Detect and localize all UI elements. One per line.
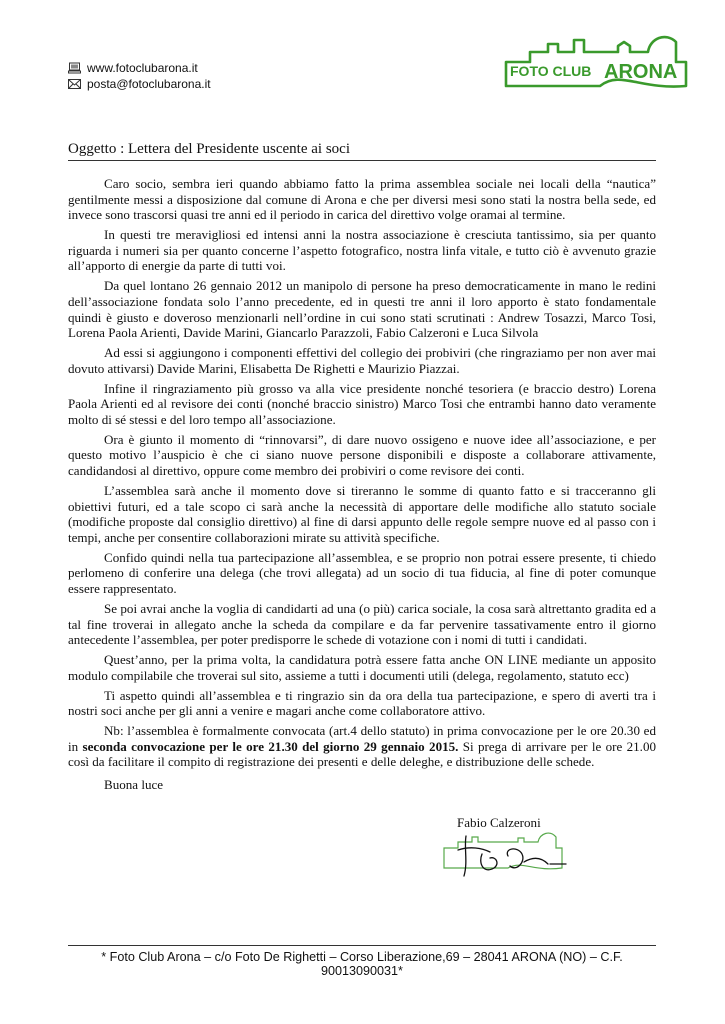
paragraph: Caro socio, sembra ieri quando abbiamo fatto la prima assemblea sociale nei locali della “nautica” gentilmente messi a disposizione dal comune di Arona e che per diversi mesi sono stati la nostra bella sede, ed invece sono trascorsi quasi tre anni ed il periodo in carica del direttivo volge oramai al termine. [68, 176, 656, 223]
email-link[interactable]: posta@fotoclubarona.it [87, 77, 211, 91]
paragraph: Se poi avrai anche la voglia di candidarti ad una (o più) carica sociale, la cosa sarà altrettanto gradita ed a tal fine troverai in allegato anche la scheda da compilare e da far pervenire tassativamente entro il giorno antecedente l’assemblea, per poter predisporre le schede di votazione con i nomi di tutti i candidati. [68, 600, 656, 648]
footer-divider [68, 945, 656, 946]
convocation-date-bold: seconda convocazione per le ore 21.30 del giorno 29 gennaio 2015. [82, 738, 459, 754]
paragraph: Ti aspetto quindi all’assemblea e ti ringrazio sin da ora della tua partecipazione, e spero di averti tra i nostri soci anche per gli anni a venire e magari anche come collaboratore attivo. [68, 687, 656, 719]
contact-info [68, 60, 211, 92]
envelope-icon [68, 78, 81, 90]
subject-line: Oggetto : Lettera del Presidente uscente ai soci [68, 140, 656, 161]
paragraph: Infine il ringraziamento più grosso va alla vice presidente nonché tesoriera (e braccio destro) Lorena Paola Arienti ed al revisore dei conti (nonché braccio sinistro) Marco Tosi che entrambi hanno dato veramente molto di sé stessi e del loro tempo all’associazione. [68, 380, 656, 427]
email-row [68, 76, 211, 92]
website-row [68, 60, 211, 76]
footer-address: * Foto Club Arona – c/o Foto De Righetti – Corso Liberazione,69 – 28041 ARONA (NO) – C.F. 90013090031* [101, 950, 623, 978]
paragraph: Ad essi si aggiungono i componenti effettivi del collegio dei probiviri (che ringraziamo per non aver mai dovuto attivarsi) Davide Marini, Elisabetta De Righetti e Maurizio Piazzai. [68, 345, 656, 376]
computer-icon [68, 62, 81, 74]
paragraph: Confido quindi nella tua partecipazione all’assemblea, e se proprio non potrai essere presente, ti chiedo perlomeno di conferire una delega (che trovi allegata) ad un socio di tua fiducia, al fine di poter comunque essere rappresentato. [68, 549, 656, 596]
convocation-paragraph [68, 723, 656, 770]
paragraph: In questi tre meravigliosi ed intensi anni la nostra associazione è cresciuta tantissimo, sia per quanto riguarda i numeri sia per quanto concerne l’aspetto fotografico, nostra linfa vitale, e tutto ciò è avvenuto grazie all’apporto di energie da parte di tutti voi. [68, 227, 656, 274]
convocation-text-before: Nb: l’assemblea è formalmente convocata (art.4 dello statuto) in prima convocazione per le ore 20.30 ed in [68, 723, 656, 754]
foto-club-arona-logo [500, 28, 692, 92]
logo-text-arona: ARONA [604, 61, 678, 83]
logo-text-foto-club: FOTO CLUB [510, 63, 592, 79]
signature-stamp [438, 828, 578, 880]
letter-body [68, 176, 656, 774]
paragraph: Quest’anno, per la prima volta, la candidatura potrà essere fatta anche ON LINE mediante un apposito modulo compilabile che troverai sul sito, assieme a tutti i documenti utili (delega, regolamento, statuto ecc) [68, 652, 656, 683]
paragraph: L’assemblea sarà anche il momento dove si tireranno le somme di quanto fatto e si tracceranno gli obiettivi futuri, ed a tale scopo ci sarà anche la necessità di apportare delle modifiche allo statuto sociale (modifiche proposte dal consiglio direttivo) al fine di darsi appunto delle regole sempre nuove ed al passo con i tempi, anche per consentire collaborazioni mirate su attività specifiche. [68, 483, 656, 545]
website-link[interactable]: www.fotoclubarona.it [87, 61, 198, 75]
closing-greeting: Buona luce [104, 777, 164, 792]
paragraph: Ora è giunto il momento di “rinnovarsi”, di dare nuovo ossigeno e nuove idee all’associazione, e per questo motivo l’auspicio è che ci siano nuove persone disponibili e disposte a collaborare attivamente, candidandosi al direttivo, oppure come membro dei probiviri o come revisore dei conti. [68, 431, 656, 479]
paragraph: Da quel lontano 26 gennaio 2012 un manipolo di persone ha preso democraticamente in mano le redini dell’associazione fondata solo l’anno precedente, ed in questi tre anni il loro apporto è stato fondamentale quindi è giusto e doveroso menzionarli nell’ordine in cui sono stati scrutinati : Andrew Tosazzi, Marco Tosi, Lorena Paola Arienti, Davide Marini, Giancarlo Parazzoli, Fabio Calzeroni e Luca Silvola [68, 278, 656, 341]
signer-name: Fabio Calzeroni [457, 815, 541, 830]
convocation-text-after: Si prega di arrivare per le ore 21.00 così da facilitare il compito di registrazione dei presenti e delle deleghe, e distribuzione delle schede. [68, 738, 656, 770]
